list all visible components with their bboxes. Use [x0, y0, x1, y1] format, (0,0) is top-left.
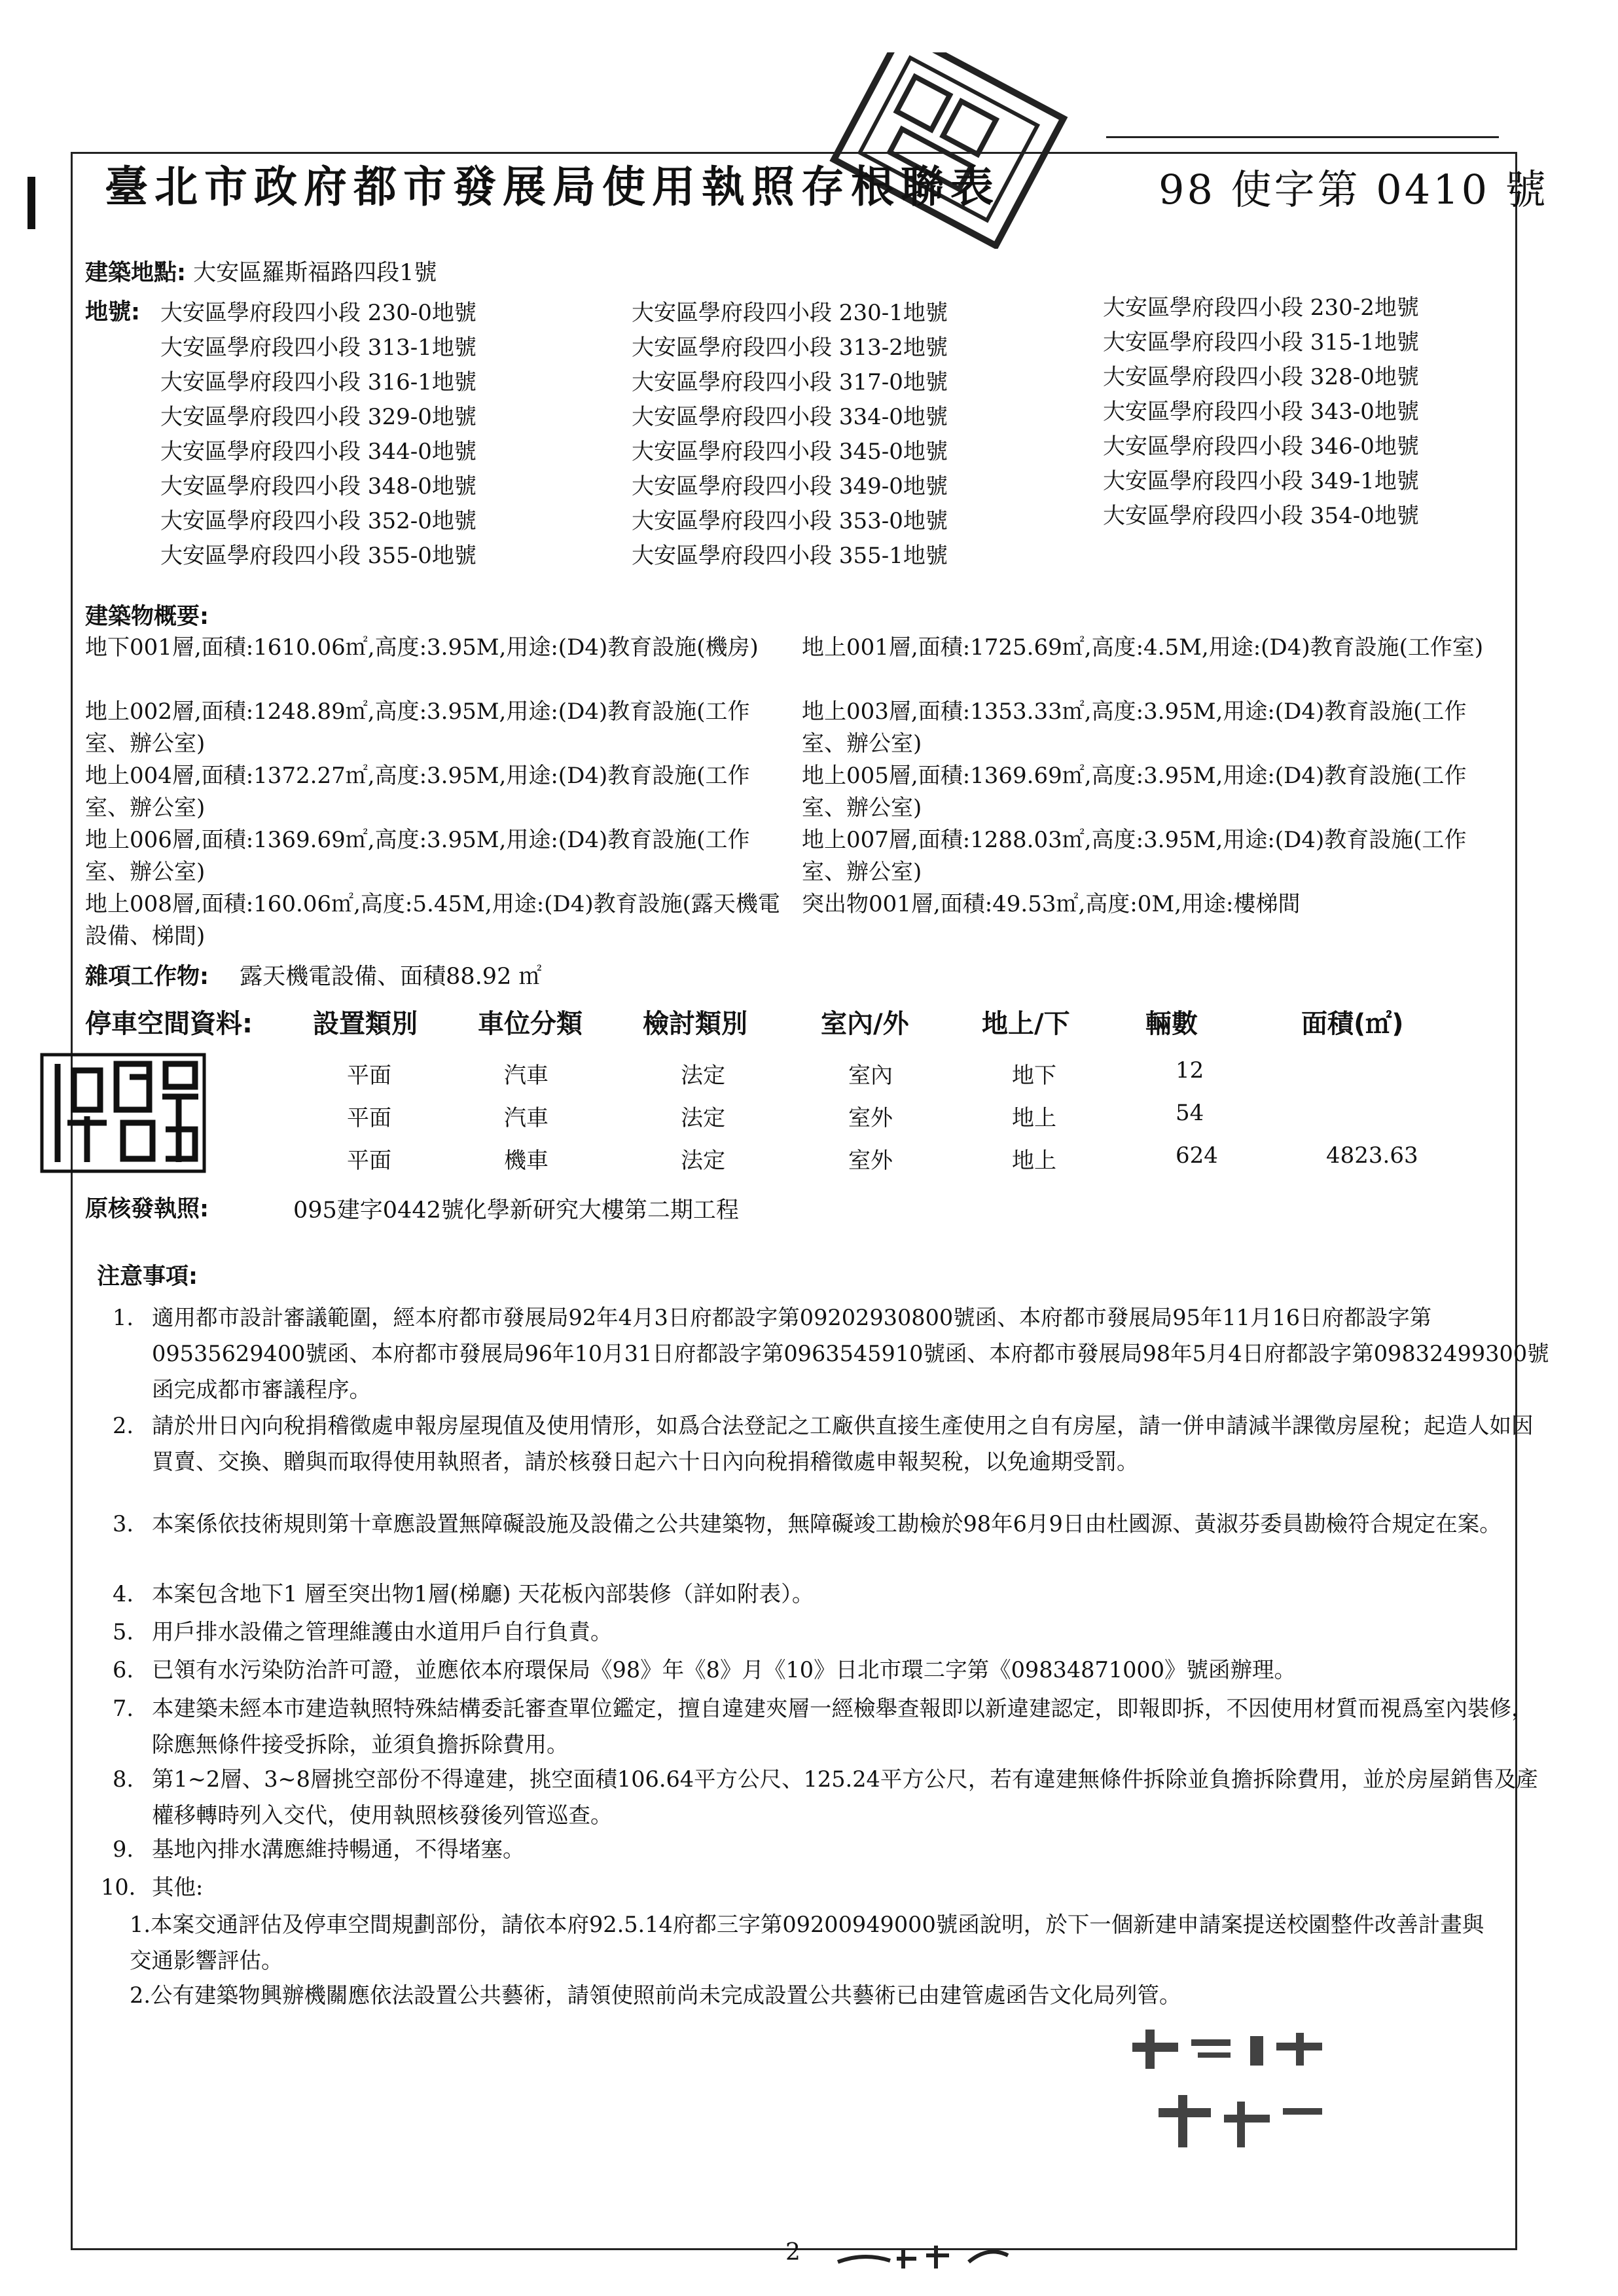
note-item	[113, 1690, 1553, 1762]
document-title: 臺北市政府都市發展局使用執照存根聯表	[105, 161, 1000, 212]
original-permit-value: 095建字0442號化學新研究大樓第二期工程	[293, 1197, 739, 1224]
parking-cell: 平面	[347, 1148, 391, 1174]
lots-column-3	[1103, 291, 1419, 534]
header-rule	[1106, 136, 1499, 138]
note-text: 用戶排水設備之管理維護由水道用戶自行負責。	[152, 1619, 613, 1645]
original-permit-label: 原核發執照:	[85, 1196, 209, 1222]
lot-item: 大安區學府段四小段 349-1地號	[1103, 468, 1419, 494]
note-number: 6.	[113, 1657, 134, 1683]
note-text: 本案包含地下1 層至突出物1層(梯廳) 天花板內部裝修（詳如附表）。	[152, 1581, 814, 1607]
lot-item: 大安區學府段四小段 315-1地號	[1103, 329, 1419, 355]
signature-stamp	[1119, 2023, 1368, 2174]
address-row	[85, 259, 437, 287]
lot-item: 大安區學府段四小段 344-0地號	[160, 439, 476, 465]
parking-cell: 汽車	[504, 1105, 548, 1131]
misc-works-label: 雜項工作物:	[85, 964, 209, 990]
parking-cell: 平面	[347, 1105, 391, 1131]
note-text: 請於卅日內向稅捐稽徵處申報房屋現值及使用情形，如爲合法登記之工廠供直接生產使用之自有房屋，請一併申請減半課徵房屋稅；起造人如因買賣、交換、贈與而取得使用執照者，請於核發日起六十日內向稅捐稽徵處申報契稅，以免逾期受罰。	[152, 1413, 1534, 1474]
note-item	[113, 1576, 1553, 1612]
lot-item: 大安區學府段四小段 348-0地號	[160, 473, 476, 500]
lot-item: 大安區學府段四小段 352-0地號	[160, 508, 476, 534]
lot-item: 大安區學府段四小段 230-0地號	[160, 300, 476, 326]
misc-works-row	[85, 962, 541, 991]
note-text: 已領有水污染防治許可證，並應依本府環保局《98》年《8》月《10》日北市環二字第《09834871000》號函辦理。	[152, 1657, 1297, 1683]
parking-cell: 地上	[1012, 1105, 1056, 1131]
parking-cell: 平面	[347, 1063, 391, 1089]
note-number: 3.	[113, 1511, 134, 1537]
note-text: 其他:	[152, 1874, 204, 1900]
parking-cell: 4823.63	[1326, 1142, 1418, 1169]
parking-cell: 12	[1176, 1057, 1204, 1084]
note-number: 7.	[113, 1696, 134, 1721]
parking-cell: 汽車	[504, 1063, 548, 1089]
parking-header-review: 檢討類別	[643, 1009, 747, 1039]
note-other-item: 2.公有建築物興辦機關應依法設置公共藝術，請領使照前尚未完成設置公共藝術已由建管處函告文化局列管。	[130, 1982, 1181, 2008]
floor-5f: 地上005層,面積:1369.69㎡,高度:3.95M,用途:(D4)教育設施(工作室、辦公室)	[802, 763, 1467, 821]
misc-works-value: 露天機電設備、面積88.92 ㎡	[240, 964, 542, 990]
note-item	[113, 1614, 1553, 1650]
floor-3f: 地上003層,面積:1353.33㎡,高度:3.95M,用途:(D4)教育設施(工作室、辦公室)	[802, 699, 1467, 757]
lots-label: 地號:	[85, 299, 140, 325]
parking-cell: 法定	[681, 1063, 725, 1089]
note-number: 4.	[113, 1581, 134, 1607]
lot-item: 大安區學府段四小段 313-2地號	[632, 335, 948, 361]
note-item	[113, 1652, 1553, 1688]
parking-cell: 機車	[504, 1148, 548, 1174]
lot-item: 大安區學府段四小段 353-0地號	[632, 508, 948, 534]
floor-7f: 地上007層,面積:1288.03㎡,高度:3.95M,用途:(D4)教育設施(工作室、辦公室)	[802, 827, 1467, 885]
note-other-item: 1.本案交通評估及停車空間規劃部份，請依本府92.5.14府都三字第09200949000號函說明，於下一個新建申請案提送校園整件改善計畫與交通影響評估。	[130, 1912, 1484, 1973]
note-number: 2.	[113, 1413, 134, 1438]
left-seal-stamp	[38, 1051, 208, 1175]
note-item	[101, 1869, 1553, 1905]
floor-1f: 地上001層,面積:1725.69㎡,高度:4.5M,用途:(D4)教育設施(工作室)	[802, 634, 1484, 661]
parking-header-area: 面積(㎡)	[1301, 1009, 1404, 1039]
lots-column-2	[632, 296, 948, 574]
parking-cell: 地下	[1012, 1063, 1056, 1089]
footer-seal-fragment	[831, 2236, 1028, 2275]
lot-item: 大安區學府段四小段 329-0地號	[160, 404, 476, 430]
lots-column-1	[160, 296, 476, 574]
parking-header-indoor: 室內/外	[821, 1009, 909, 1039]
parking-label: 停車空間資料:	[85, 1009, 253, 1039]
note-text: 第1~2層、3~8層挑空部份不得違建，挑空面積106.64平方公尺、125.24平方公尺，若有違建無條件拆除並負擔拆除費用，並於房屋銷售及產權移轉時列入交代，使用執照核發後列管巡查。	[152, 1766, 1538, 1828]
note-number: 5.	[113, 1619, 134, 1645]
notes-label: 注意事項:	[97, 1264, 198, 1290]
lot-item: 大安區學府段四小段 328-0地號	[1103, 364, 1419, 390]
lot-item: 大安區學府段四小段 355-1地號	[632, 543, 948, 569]
note-item	[113, 1300, 1553, 1408]
floor-b1: 地下001層,面積:1610.06㎡,高度:3.95M,用途:(D4)教育設施(機房)	[85, 634, 759, 661]
parking-header-count: 輛數	[1145, 1009, 1198, 1039]
address-value: 大安區羅斯福路四段1號	[193, 260, 437, 286]
parking-header-level: 地上/下	[982, 1009, 1070, 1039]
lot-item: 大安區學府段四小段 355-0地號	[160, 543, 476, 569]
parking-cell: 法定	[681, 1105, 725, 1131]
lot-item: 大安區學府段四小段 316-1地號	[160, 369, 476, 395]
parking-header-class: 車位分類	[478, 1009, 583, 1039]
lot-item: 大安區學府段四小段 317-0地號	[632, 369, 948, 395]
note-text: 基地內排水溝應維持暢通，不得堵塞。	[152, 1836, 525, 1862]
note-number: 10.	[101, 1874, 136, 1900]
page-number: 2	[785, 2239, 800, 2266]
note-item	[113, 1506, 1553, 1542]
lot-item: 大安區學府段四小段 230-1地號	[632, 300, 948, 326]
note-number: 9.	[113, 1836, 134, 1862]
lot-item: 大安區學府段四小段 354-0地號	[1103, 503, 1419, 529]
note-item	[113, 1761, 1553, 1833]
parking-cell: 624	[1176, 1142, 1218, 1169]
note-item	[113, 1831, 1553, 1867]
parking-cell: 地上	[1012, 1148, 1056, 1174]
floor-6f: 地上006層,面積:1369.69㎡,高度:3.95M,用途:(D4)教育設施(工作室、辦公室)	[85, 827, 750, 885]
parking-cell: 54	[1176, 1100, 1204, 1126]
building-summary-label: 建築物概要:	[85, 604, 209, 630]
lot-item: 大安區學府段四小段 349-0地號	[632, 473, 948, 500]
lot-item: 大安區學府段四小段 313-1地號	[160, 335, 476, 361]
floor-4f: 地上004層,面積:1372.27㎡,高度:3.95M,用途:(D4)教育設施(工作室、辦公室)	[85, 763, 750, 821]
parking-cell: 室內	[848, 1063, 893, 1089]
note-text: 本建築未經本市建造執照特殊結構委託審查單位鑑定，擅自違建夾層一經檢舉查報即以新違建認定，即報即拆，不因使用材質而視爲室內裝修，除應無條件接受拆除，並須負擔拆除費用。	[152, 1696, 1534, 1757]
permit-number: 98 使字第 0410 號	[1159, 166, 1549, 213]
parking-cell: 室外	[848, 1105, 893, 1131]
lot-item: 大安區學府段四小段 343-0地號	[1103, 399, 1419, 425]
lot-item: 大安區學府段四小段 334-0地號	[632, 404, 948, 430]
floor-8f: 地上008層,面積:160.06㎡,高度:5.45M,用途:(D4)教育設施(露天機電設備、梯間)	[85, 891, 780, 949]
note-text: 本案係依技術規則第十章應設置無障礙設施及設備之公共建築物，無障礙竣工勘檢於98年6月9日由杜國源、黃淑芬委員勘檢符合規定在案。	[152, 1511, 1501, 1537]
floor-2f: 地上002層,面積:1248.89㎡,高度:3.95M,用途:(D4)教育設施(工作室、辦公室)	[85, 699, 750, 757]
lot-item: 大安區學府段四小段 345-0地號	[632, 439, 948, 465]
address-label: 建築地點:	[85, 260, 186, 286]
floor-penthouse: 突出物001層,面積:49.53㎡,高度:0M,用途:樓梯間	[802, 891, 1301, 917]
parking-cell: 室外	[848, 1148, 893, 1174]
lot-item: 大安區學府段四小段 346-0地號	[1103, 433, 1419, 460]
lot-item: 大安區學府段四小段 230-2地號	[1103, 295, 1419, 321]
note-item	[113, 1408, 1553, 1480]
note-number: 8.	[113, 1766, 134, 1792]
note-text: 適用都市設計審議範圍，經本府都市發展局92年4月3日府都設字第09202930800號函、本府都市發展局95年11月16日府都設字第09535629400號函、本府都市發展局96年10月31日府都設字第0963545910號函、本府都市發展局98年5月4日府都設字第09832499300號函完成都市審議程序。	[152, 1305, 1549, 1402]
binding-mark	[27, 177, 35, 229]
parking-header-type: 設置類別	[313, 1009, 418, 1039]
parking-cell: 法定	[681, 1148, 725, 1174]
note-number: 1.	[113, 1305, 134, 1330]
